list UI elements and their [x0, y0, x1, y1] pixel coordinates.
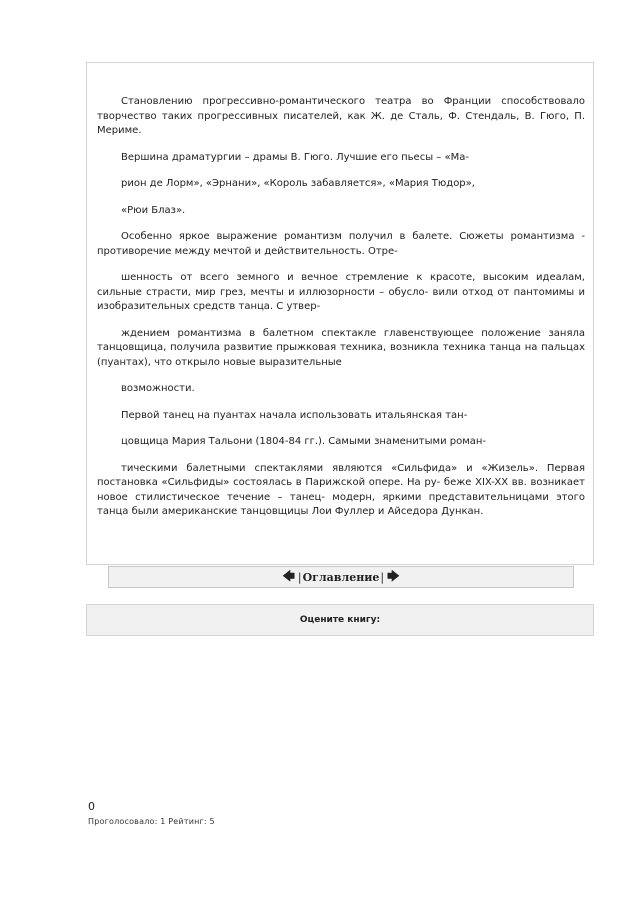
rating-stats: Проголосовало: 1 Рейтинг: 5: [88, 817, 215, 826]
paragraph: «Рюи Блаз».: [121, 204, 186, 216]
paragraph: Первой танец на пуантах начала использовать итальянская тан-: [121, 409, 468, 421]
article-body: [86, 62, 594, 565]
rate-book-prompt: Оцените книгу:: [299, 615, 381, 625]
paragraph: Становлению прогрессивно-романтического театра во Франции способствовало творчество таких прогрессивных писателей, как Ж. де Сталь, Ф. Стендаль, В. Гюго, П. Мериме.: [97, 96, 585, 136]
paragraph: тическими балетными спектаклями являются «Сильфида» и «Жизель». Первая постановка «Сильфиды» состоялась в Парижской опере. На ру- беже XIX-XX вв. возникает новое стилистическое течение – танец- модерн, яркими представительницами этого танца были американские танцовщицы Лои Фуллер и Айседора Дункан.: [97, 462, 585, 517]
prev-chapter-arrow-icon[interactable]: 🡄: [282, 568, 295, 583]
paragraph: Особенно яркое выражение романтизм получил в балете. Сюжеты романтизма - противоречие между мечтой и действительность. Отре-: [97, 231, 585, 257]
table-of-contents-link[interactable]: Оглавление: [302, 570, 380, 584]
chapter-navigation: [108, 566, 574, 588]
vote-count: 0: [88, 800, 95, 813]
rate-book-panel: [86, 604, 594, 636]
paragraph: ждением романтизма в балетном спектакле главенствующее положение заняла танцовщица, получила развитие прыжковая техника, возникла техника танца на пальцах (пуантах), что открыло новые выразительные: [97, 327, 585, 368]
nav-separator: |: [380, 570, 385, 584]
paragraph: шенность от всего земного и вечное стремление к красоте, высоким идеалам, сильные страсти, мир грез, мечты и иллюзорности – обусло- вили отход от пантомимы и изобразительных средств танца. С утвер-: [97, 272, 585, 312]
paragraph: рион де Лорм», «Эрнани», «Король забавляется», «Мария Тюдор»,: [121, 178, 475, 189]
paragraph: цовщица Мария Тальони (1804-84 гг.). Самыми знаменитыми роман-: [121, 436, 487, 447]
nav-separator: |: [297, 570, 302, 584]
next-chapter-arrow-icon[interactable]: 🡆: [387, 568, 400, 583]
paragraph: возможности.: [121, 383, 195, 394]
paragraph: Вершина драматургии – драмы В. Гюго. Лучшие его пьесы – «Ма-: [121, 151, 469, 163]
